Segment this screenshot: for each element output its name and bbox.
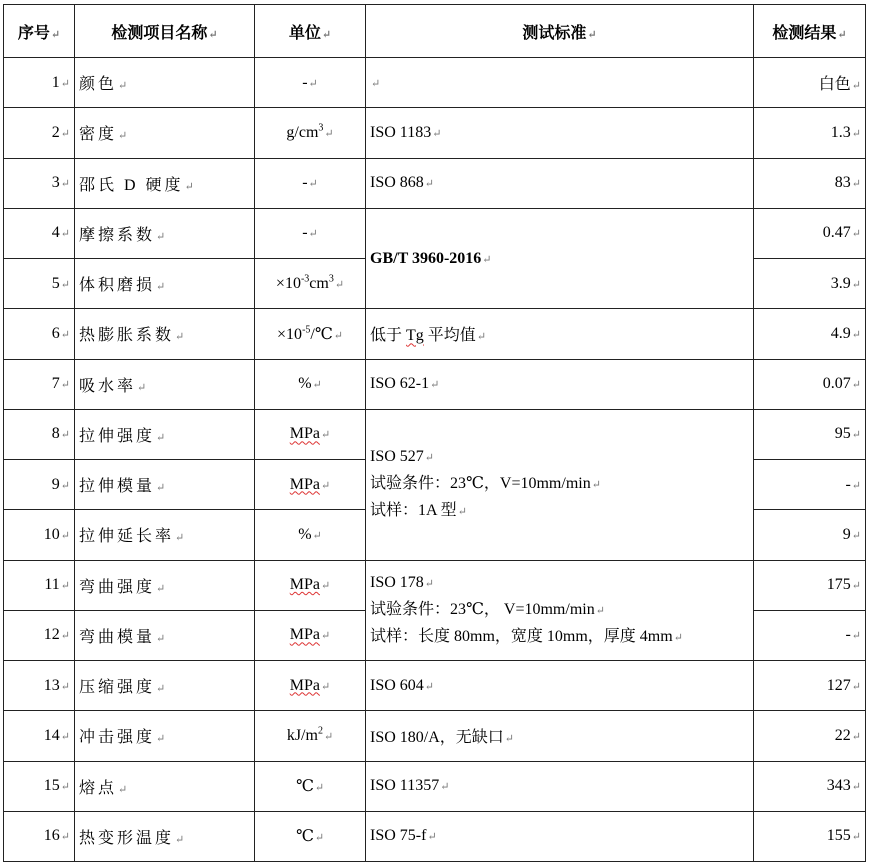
cell-name: 压缩强度↵	[75, 661, 255, 711]
cell-standard: ISO 75-f↵	[366, 811, 754, 861]
cell-no: 15↵	[4, 761, 75, 811]
cell-unit: MPa↵	[255, 661, 366, 711]
cell-result: 白色↵	[754, 58, 866, 108]
cell-no: 11↵	[4, 560, 75, 610]
cell-result: 22↵	[754, 711, 866, 761]
cell-name: 颜色↵	[75, 58, 255, 108]
cell-unit: $\times 10^{-3}cm^3↵$	[255, 259, 366, 309]
cell-name: 弯曲强度↵	[75, 560, 255, 610]
table-row	[4, 108, 866, 158]
header-standard: 测试标准↵	[366, 5, 754, 58]
cell-unit: ℃↵	[255, 811, 366, 861]
cell-no: 8↵	[4, 409, 75, 459]
cell-no: 6↵	[4, 309, 75, 359]
cell-result: 155↵	[754, 811, 866, 861]
cell-result: 0.07↵	[754, 359, 866, 409]
cell-standard: ISO 868↵	[366, 158, 754, 208]
test-results-table	[3, 4, 866, 862]
cell-result: 4.9↵	[754, 309, 866, 359]
cell-no: 16↵	[4, 811, 75, 861]
cell-unit: %↵	[255, 359, 366, 409]
cell-unit: -↵	[255, 158, 366, 208]
cell-unit: MPa↵	[255, 409, 366, 459]
cell-result: 3.9↵	[754, 259, 866, 309]
cell-standard: ISO 1183↵	[366, 108, 754, 158]
cell-standard: 低于 Tg 平均值↵	[366, 309, 754, 359]
cell-unit: $g/cm^3↵$	[255, 108, 366, 158]
cell-name: 熔点↵	[75, 761, 255, 811]
cell-no: 7↵	[4, 359, 75, 409]
cell-no: 10↵	[4, 510, 75, 560]
cell-result: -↵	[754, 610, 866, 660]
table-row	[4, 711, 866, 761]
table-row	[4, 359, 866, 409]
table-row	[4, 409, 866, 459]
cell-name: 密度↵	[75, 108, 255, 158]
cell-result: -↵	[754, 460, 866, 510]
cell-result: 175↵	[754, 560, 866, 610]
cell-standard-merged: ISO 527↵ 试验条件：23℃，V=10mm/min↵ 试样：1A 型↵	[366, 409, 754, 560]
cell-result: 83↵	[754, 158, 866, 208]
table-row	[4, 811, 866, 861]
cell-no: 3↵	[4, 158, 75, 208]
cell-no: 9↵	[4, 460, 75, 510]
header-no: 序号↵	[4, 5, 75, 58]
cell-name: 热变形温度↵	[75, 811, 255, 861]
cell-unit: MPa↵	[255, 460, 366, 510]
cell-result: 9↵	[754, 510, 866, 560]
cell-standard: ISO 62-1↵	[366, 359, 754, 409]
header-result: 检测结果↵	[754, 5, 866, 58]
cell-unit: $kJ/m^2↵$	[255, 711, 366, 761]
cell-no: 13↵	[4, 661, 75, 711]
cell-unit: $\times 10^{-5}/℃↵$	[255, 309, 366, 359]
cell-result: 343↵	[754, 761, 866, 811]
cell-no: 2↵	[4, 108, 75, 158]
cell-result: 95↵	[754, 409, 866, 459]
cell-standard: ISO 604↵	[366, 661, 754, 711]
cell-name: 热膨胀系数↵	[75, 309, 255, 359]
cell-no: 1↵	[4, 58, 75, 108]
cell-unit: MPa↵	[255, 610, 366, 660]
cell-no: 4↵	[4, 208, 75, 258]
cell-unit: -↵	[255, 208, 366, 258]
table-row	[4, 208, 866, 258]
header-name: 检测项目名称↵	[75, 5, 255, 58]
cell-unit: MPa↵	[255, 560, 366, 610]
cell-name: 邵氏 D 硬度↵	[75, 158, 255, 208]
table-row	[4, 58, 866, 108]
cell-no: 14↵	[4, 711, 75, 761]
cell-result: 127↵	[754, 661, 866, 711]
cell-standard: ↵	[366, 58, 754, 108]
cell-name: 摩擦系数↵	[75, 208, 255, 258]
header-unit: 单位↵	[255, 5, 366, 58]
cell-result: 1.3↵	[754, 108, 866, 158]
cell-standard: ISO 180/A，无缺口↵	[366, 711, 754, 761]
cell-name: 冲击强度↵	[75, 711, 255, 761]
cell-name: 吸水率↵	[75, 359, 255, 409]
cell-standard-merged: ISO 178↵ 试验条件：23℃， V=10mm/min↵ 试样：长度 80mm，宽度 10mm，厚度 4mm↵	[366, 560, 754, 661]
cell-name: 拉伸模量↵	[75, 460, 255, 510]
header-row	[4, 5, 866, 58]
cell-unit: ℃↵	[255, 761, 366, 811]
table-row	[4, 661, 866, 711]
cell-unit: %↵	[255, 510, 366, 560]
table-row	[4, 158, 866, 208]
cell-name: 拉伸延长率↵	[75, 510, 255, 560]
cell-no: 5↵	[4, 259, 75, 309]
table-row	[4, 560, 866, 610]
cell-no: 12↵	[4, 610, 75, 660]
table-row	[4, 761, 866, 811]
cell-name: 弯曲模量↵	[75, 610, 255, 660]
cell-name: 拉伸强度↵	[75, 409, 255, 459]
cell-unit: -↵	[255, 58, 366, 108]
cell-standard-merged: GB/T 3960-2016↵	[366, 208, 754, 309]
cell-name: 体积磨损↵	[75, 259, 255, 309]
cell-standard: ISO 11357↵	[366, 761, 754, 811]
cell-result: 0.47↵	[754, 208, 866, 258]
table-row	[4, 309, 866, 359]
